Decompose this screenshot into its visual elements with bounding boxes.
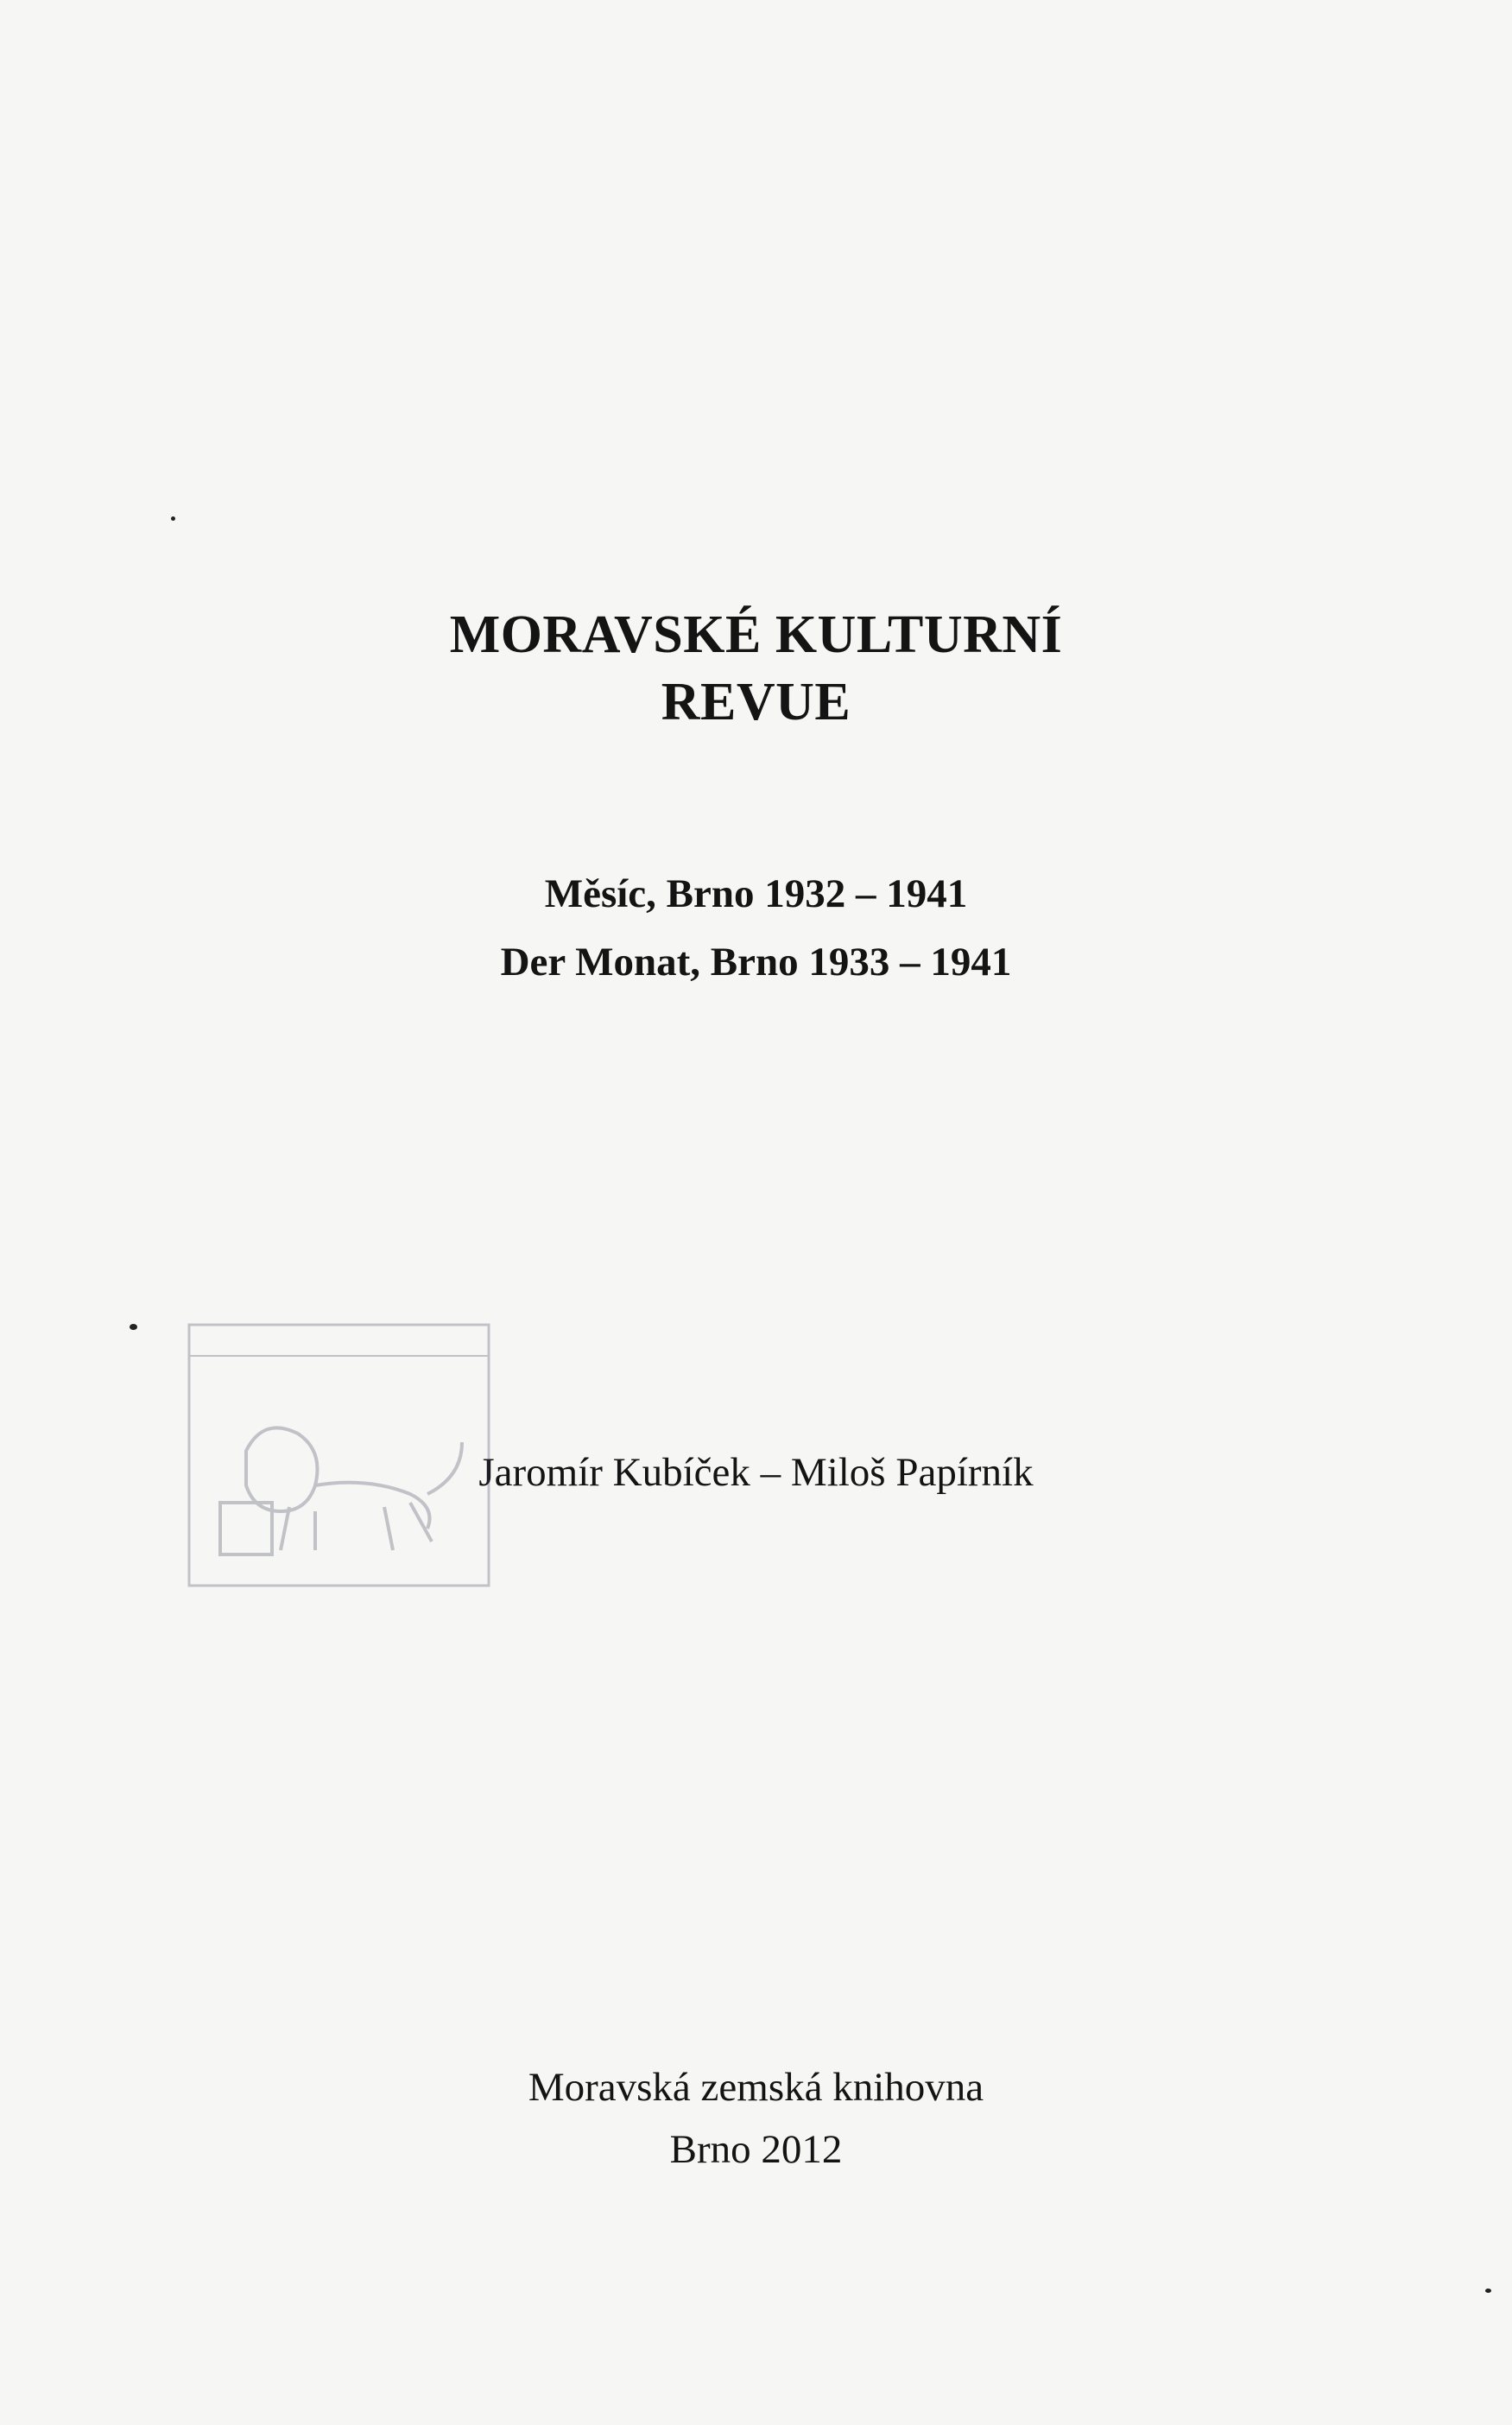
authors: Jaromír Kubíček – Miloš Papírník [478, 1450, 1034, 1495]
speck [1485, 2289, 1491, 2293]
speck [171, 516, 175, 521]
publisher-name: Moravská zemská knihovna [528, 2065, 984, 2110]
subtitle-line-2: Der Monat, Brno 1933 – 1941 [500, 940, 1012, 985]
publisher-place-year: Brno 2012 [669, 2127, 843, 2172]
title-line-2: REVUE [661, 673, 851, 731]
title-line-1: MORAVSKÉ KULTURNÍ [449, 605, 1063, 664]
library-stamp-icon [186, 1321, 492, 1589]
speck [130, 1324, 137, 1330]
subtitle-line-1: Měsíc, Brno 1932 – 1941 [544, 871, 968, 916]
